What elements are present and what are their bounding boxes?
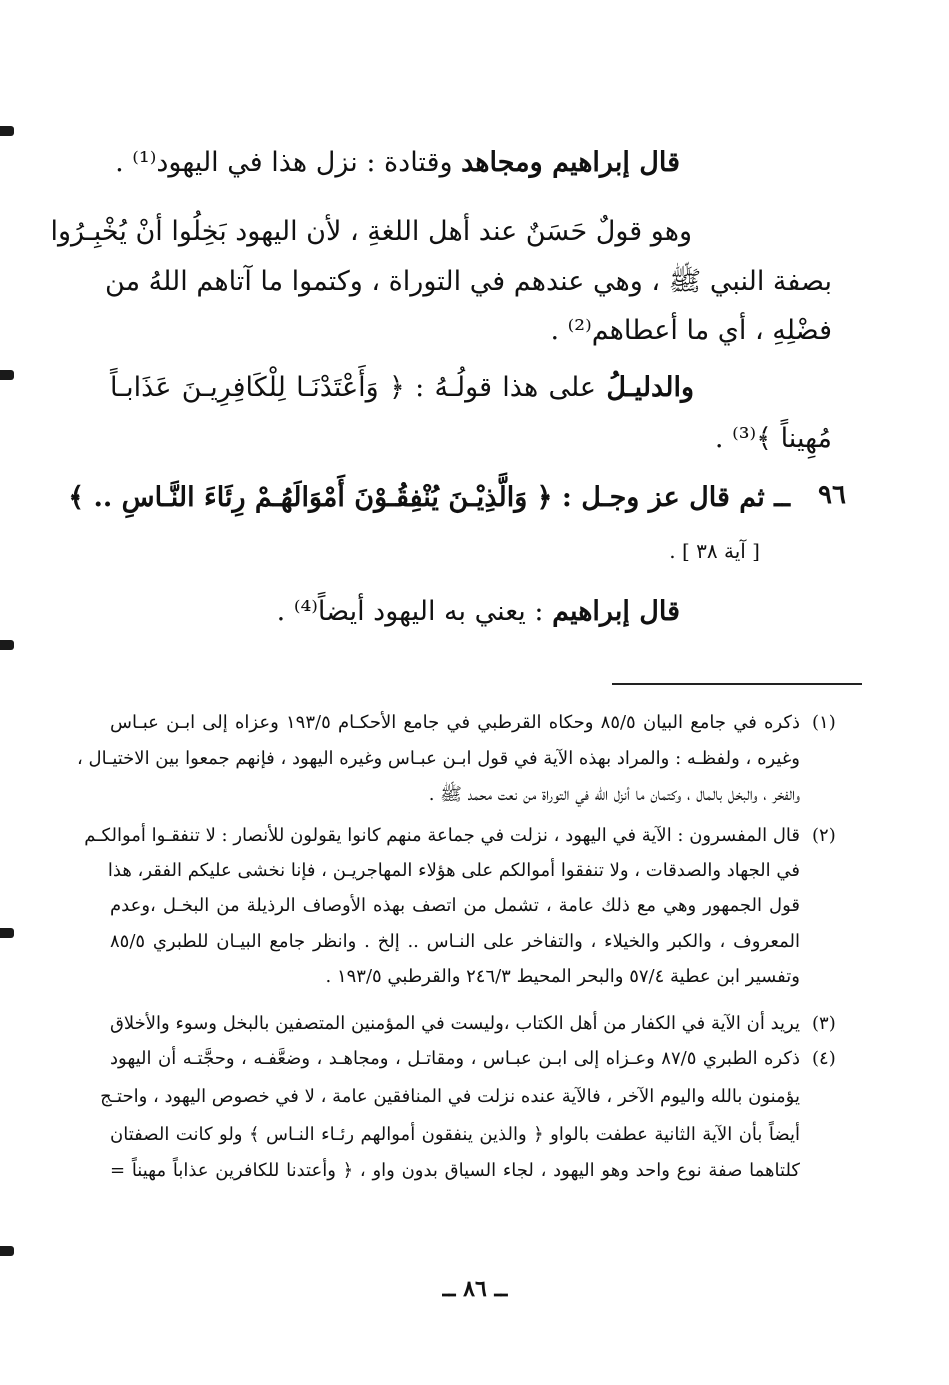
verse-number: ٩٦ (818, 480, 846, 510)
footnote-line: قال المفسرون : الآية في اليهود ، نزلت في جماعة منهم كانوا يقولون للأنصار : لا تنفقـوا أموالكـم (84, 825, 800, 846)
speaker-name: قال إبراهيم (552, 596, 680, 627)
footnote-line: ذكره في جامع البيان ٨٥/٥ وحكاه القرطبي في جامع الأحكـام ١٩٣/٥ وعزاه إلى ابـن عبـاس (110, 712, 801, 733)
margin-mark (0, 370, 14, 380)
text-line-9 (260, 592, 680, 632)
text-segment: على هذا قولُـهُ : ﴿ وَأَعْتَدْنَـا لِلْكَافِرِيـنَ عَذَابـاً (110, 372, 607, 403)
text-line-3: بصفة النبي ﷺ ، وهي عندهم في التوراة ، وكتموا ما آتاهم اللهُ من (105, 266, 832, 297)
footnote-line: ذكره الطبري ٨٧/٥ وعـزاه إلى ابـن عبـاس ، ومقاتـل ، ومجاهـد ، وضعَّفـه ، وحجَّتـه أن اليهود (110, 1048, 801, 1069)
footnote-line: والفخر ، والبخل بالمال ، وكتمان ما أنزل الله في التوراة من نعت محمد ﷺ . (428, 784, 800, 805)
text-line-2: وهو قولٌ حَسَنٌ عند أهل اللغةِ ، لأن اليهود بَخِلُوا أنْ يُخْبِـرُوا (50, 216, 692, 247)
footnote-line: يؤمنون بالله واليوم الآخر ، فالآية عنده نزلت في المنافقين عامة ، لا في خصوص اليهود ، واحتـج (100, 1086, 800, 1107)
footnote-line: أيضاً بأن الآية الثانية عطفت بالواو ﴿ والذين ينفقون أموالهم رئـاء النـاس ﴾ ولو كانت الصفتان (110, 1124, 800, 1145)
speaker-names: قال إبراهيم ومجاهد (461, 147, 680, 178)
margin-mark (0, 126, 14, 136)
footnote-number: (٤) (812, 1048, 836, 1069)
text-line-4: فضْلِهِ ، أي ما أعطاهم⁽²⁾ . (550, 315, 832, 346)
footnote-number: (٢) (812, 825, 836, 846)
margin-mark (0, 1246, 14, 1256)
footnote-line: المعروف ، والكبر والخيلاء ، والتفاخر على النـاس .. إلخ . وانظر جامع البيـان للطبري ٨٥/٥ (110, 931, 800, 952)
footnote-line: في الجهاد والصدقات ، ولا تنفقوا أموالكم على هؤلاء المهاجريـن ، فإنا نخشى عليكم الفقر، هذا (107, 860, 800, 881)
footnote-line: وتفسير ابن عطية ٥٧/٤ والبحر المحيط ٢٤٦/٣ والقرطبي ١٩٣/٥ . (325, 966, 800, 987)
footnote-line: وغيره ، ولفظـه : والمراد بهذه الآية في قول ابـن عبـاس وغيره اليهود ، فإنهم جمعوا بين الاختيـال ، (76, 748, 800, 769)
footnote-number: (٣) (812, 1013, 836, 1034)
verse-line: ــ ثم قال عز وجـل : ﴿ وَالَّذِيْـنَ يُنْفِقُـوْنَ أَمْوَالَهُـمْ رِئَاءَ النَّـاسِ .. ﴾ (68, 482, 790, 513)
footnote-separator (612, 683, 862, 685)
margin-mark (0, 640, 14, 650)
text-line-1 (115, 143, 680, 183)
text-line-5 (110, 368, 694, 408)
text-segment: وقتادة : نزل هذا في اليهود⁽¹⁾ . (115, 147, 462, 178)
footnote-number: (١) (812, 712, 836, 733)
margin-mark (0, 928, 14, 938)
text-line-6: مُهِيناً ﴾⁽³⁾ . (714, 423, 832, 454)
page-number: ــ ٨٦ ــ (442, 1276, 508, 1302)
verse-reference: [ آية ٣٨ ] . (669, 539, 760, 563)
text-segment: : يعني به اليهود أيضاً⁽⁴⁾ . (276, 596, 553, 627)
footnote-line: يريد أن الآية في الكفار من أهل الكتاب ،وليست في المؤمنين المتصفين بالبخل وسوء والأخلاق (109, 1013, 800, 1034)
footnote-line: كلتاهما صفة نوع واحد وهو اليهود ، لجاء السياق بدون واو ، ﴿ وأعتدنا للكافرين عذاباً مهيناً = (110, 1160, 800, 1181)
footnote-line: قول الجمهور وهي مع ذلك عامة ، تشمل من اتصف بهذه الأوصاف الرذيلة من البخـل ،وعدم (110, 895, 800, 916)
evidence-label: والدليـلُ (606, 372, 694, 403)
